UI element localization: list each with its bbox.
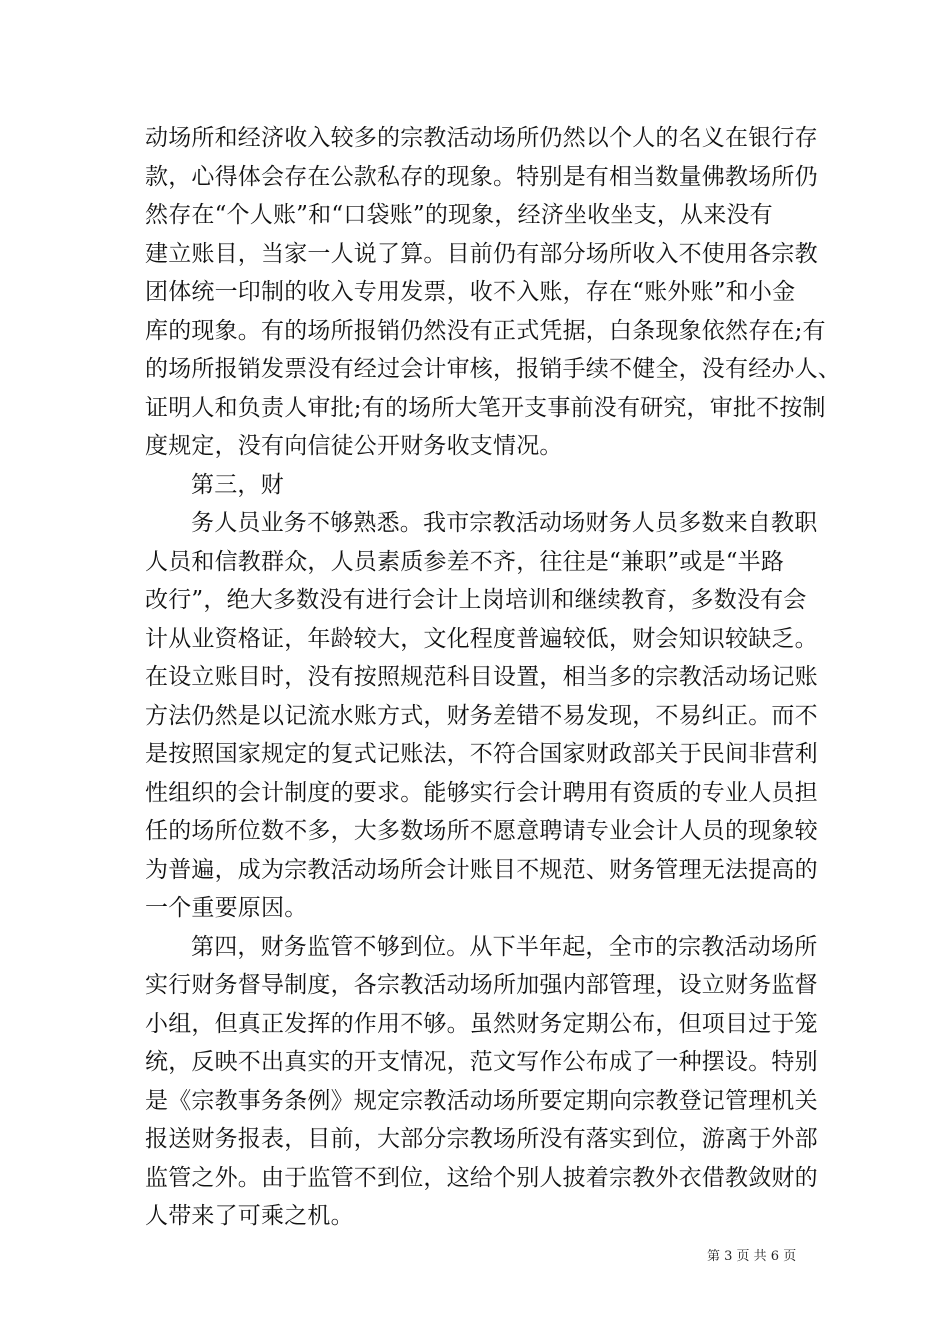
text-line: 第三，财 [191, 471, 284, 498]
text-line: 一个重要原因。 [145, 895, 308, 921]
text-line: 的场所报销发票没有经过会计审核，报销手续不健全，没有经办人、 [145, 356, 841, 382]
text-line: 度规定，没有向信徒公开财务收支情况。 [145, 433, 563, 459]
text-line: 团体统一印制的收入专用发票，收不入账，存在“账外账”和小金 [145, 279, 796, 305]
text-line: 库的现象。有的场所报销仍然没有正式凭据，白条现象依然存在;有 [145, 317, 826, 344]
text-line: 实行财务督导制度，各宗教活动场所加强内部管理，设立财务监督 [145, 972, 818, 998]
text-line: 建立账目，当家一人说了算。目前仍有部分场所收入不使用各宗教 [145, 240, 818, 267]
text-line: 在设立账目时，没有按照规范科目设置，相当多的宗教活动场记账 [145, 664, 818, 690]
text-line: 人员和信教群众，人员素质参差不齐，往往是“兼职”或是“半路 [145, 548, 785, 575]
text-line: 方法仍然是以记流水账方式，财务差错不易发现，不易纠正。而不 [145, 702, 818, 729]
text-line: 证明人和负责人审批;有的场所大笔开支事前没有研究，审批不按制 [145, 394, 826, 421]
text-line: 人带来了可乘之机。 [145, 1203, 354, 1229]
text-line: 性组织的会计制度的要求。能够实行会计聘用有资质的专业人员担 [145, 779, 818, 806]
text-line: 小组，但真正发挥的作用不够。虽然财务定期公布，但项目过于笼 [145, 1010, 818, 1037]
text-line: 务人员业务不够熟悉。我市宗教活动场财务人员多数来自教职 [191, 510, 818, 536]
text-line: 任的场所位数不多，大多数场所不愿意聘请专业会计人员的现象较 [145, 818, 818, 844]
text-line: 计从业资格证，年龄较大，文化程度普遍较低，财会知识较缺乏。 [145, 625, 818, 652]
page-number-footer: 第 3 页 共 6 页 [707, 1249, 797, 1264]
text-line: 监管之外。由于监管不到位，这给个别人披着宗教外衣借教敛财的 [145, 1164, 818, 1191]
text-line: 然存在“个人账”和“口袋账”的现象，经济坐收坐支，从来没有 [145, 202, 773, 228]
text-line: 统，反映不出真实的开支情况，范文写作公布成了一种摆设。特别 [145, 1049, 818, 1075]
text-line: 第四，财务监管不够到位。从下半年起，全市的宗教活动场所 [191, 933, 818, 960]
text-line: 是按照国家规定的复式记账法，不符合国家财政部关于民间非营利 [145, 741, 818, 767]
text-line: 报送财务报表，目前，大部分宗教场所没有落实到位，游离于外部 [145, 1126, 818, 1152]
document-body [145, 119, 841, 1236]
text-line: 是《宗教事务条例》规定宗教活动场所要定期向宗教登记管理机关 [145, 1087, 818, 1114]
text-line: 款，心得体会存在公款私存的现象。特别是有相当数量佛教场所仍 [145, 163, 818, 190]
text-line: 改行”，绝大多数没有进行会计上岗培训和继续教育，多数没有会 [145, 587, 807, 613]
text-line: 动场所和经济收入较多的宗教活动场所仍然以个人的名义在银行存 [145, 125, 818, 151]
text-line: 为普遍，成为宗教活动场所会计账目不规范、财务管理无法提高的 [145, 856, 818, 883]
